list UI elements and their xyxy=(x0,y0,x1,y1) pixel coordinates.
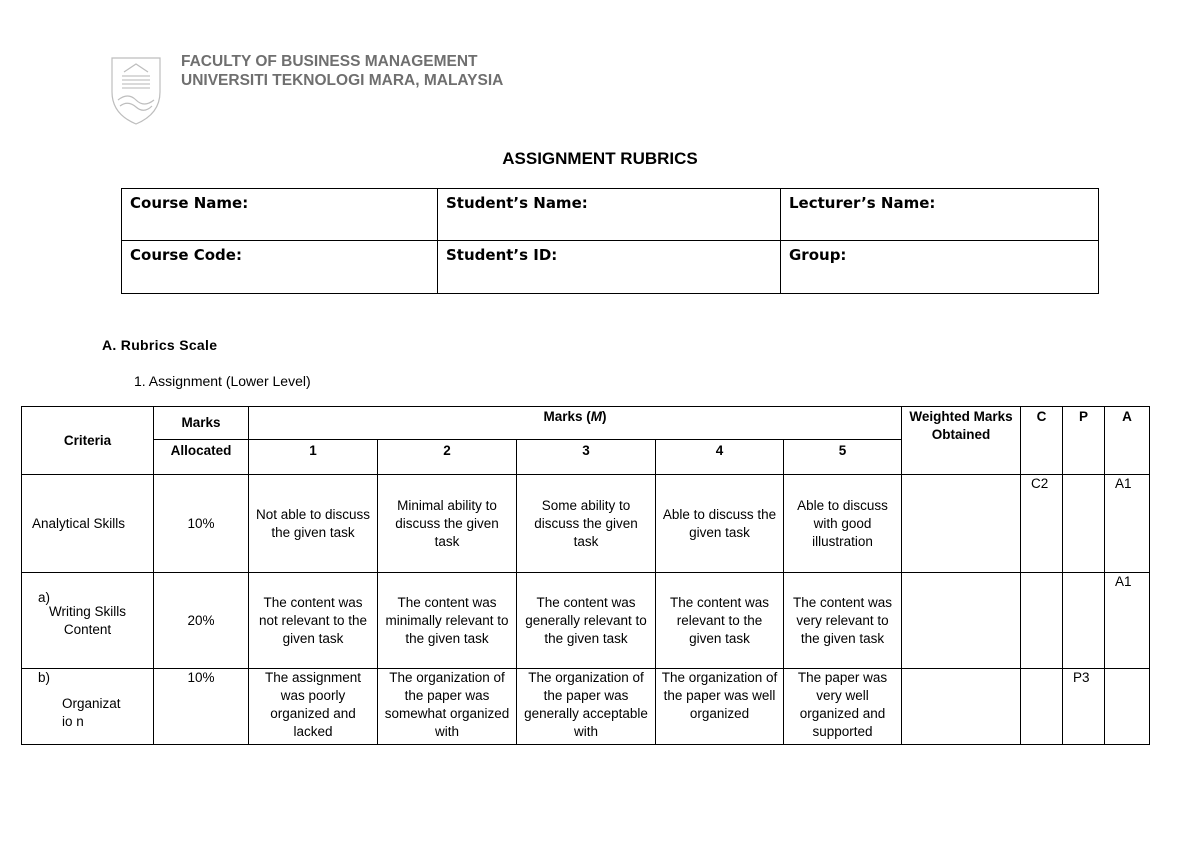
marks-m-header: Marks (M) xyxy=(249,407,902,440)
criteria-analytical-skills: Analytical Skills xyxy=(22,475,154,573)
page-title: ASSIGNMENT RUBRICS xyxy=(502,149,698,168)
table-row xyxy=(22,475,1150,573)
allocated-cell: 20% xyxy=(154,573,249,669)
c-code-cell: C2 xyxy=(1021,475,1063,573)
course-name-label: Course Name: xyxy=(122,189,438,241)
level-cell: Not able to discuss the given task xyxy=(249,475,378,573)
criteria-organization xyxy=(22,669,154,745)
p-code-cell: P3 xyxy=(1063,669,1105,745)
level-cell: The content was not relevant to the given task xyxy=(249,573,378,669)
student-name-label: Student’s Name: xyxy=(438,189,781,241)
c-code-cell xyxy=(1021,669,1063,745)
weighted-marks-cell xyxy=(902,573,1021,669)
table-row xyxy=(22,573,1150,669)
weighted-marks-header: Weighted Marks Obtained xyxy=(902,407,1021,475)
criteria-text: Organizatio n xyxy=(62,696,121,729)
group-label: Group: xyxy=(781,241,1099,294)
level-header-2: 2 xyxy=(378,440,517,475)
weighted-marks-cell xyxy=(902,669,1021,745)
a-header: A xyxy=(1105,407,1150,475)
level-cell: Able to discuss the given task xyxy=(656,475,784,573)
a-code-cell: A1 xyxy=(1105,475,1150,573)
student-id-label: Student’s ID: xyxy=(438,241,781,294)
criteria-text: Writing Skills Content xyxy=(48,603,126,637)
level-cell: Able to discuss with good illustration xyxy=(784,475,902,573)
a-code-cell: A1 xyxy=(1105,573,1150,669)
p-header: P xyxy=(1063,407,1105,475)
student-info-table xyxy=(121,188,1099,294)
allocated-cell: 10% xyxy=(154,669,249,745)
p-code-cell xyxy=(1063,475,1105,573)
criteria-header: Criteria xyxy=(22,407,154,475)
university-name: UNIVERSITI TEKNOLOGI MARA, MALAYSIA xyxy=(181,72,504,89)
c-code-cell xyxy=(1021,573,1063,669)
level-header-5: 5 xyxy=(784,440,902,475)
table-row xyxy=(22,669,1150,745)
level-cell: The content was relevant to the given task xyxy=(656,573,784,669)
level-cell: Some ability to discuss the given task xyxy=(517,475,656,573)
faculty-header xyxy=(181,52,503,90)
level-header-4: 4 xyxy=(656,440,784,475)
section-heading: A. Rubrics Scale xyxy=(102,337,218,353)
level-header-3: 3 xyxy=(517,440,656,475)
level-cell: The organization of the paper was somewhat organized with xyxy=(378,669,517,745)
course-code-label: Course Code: xyxy=(122,241,438,294)
criteria-label: a) xyxy=(38,590,51,605)
level-cell: The assignment was poorly organized and lacked xyxy=(249,669,378,745)
level-cell: Minimal ability to discuss the given task xyxy=(378,475,517,573)
level-cell: The organization of the paper was well organized xyxy=(656,669,784,745)
allocated-header: Allocated xyxy=(154,440,249,475)
level-cell: The content was minimally relevant to the given task xyxy=(378,573,517,669)
level-cell: The content was very relevant to the given task xyxy=(784,573,902,669)
level-cell: The paper was very well organized and supported xyxy=(784,669,902,745)
level-cell: The organization of the paper was generally acceptable with xyxy=(517,669,656,745)
subsection-heading: 1. Assignment (Lower Level) xyxy=(134,373,311,389)
a-code-cell xyxy=(1105,669,1150,745)
faculty-name: FACULTY OF BUSINESS MANAGEMENT xyxy=(181,53,478,70)
p-code-cell xyxy=(1063,573,1105,669)
university-crest-icon xyxy=(108,52,164,126)
allocated-cell: 10% xyxy=(154,475,249,573)
level-cell: The content was generally relevant to the given task xyxy=(517,573,656,669)
marks-allocated-header: Marks xyxy=(154,407,249,440)
c-header: C xyxy=(1021,407,1063,475)
weighted-marks-cell xyxy=(902,475,1021,573)
rubric-table xyxy=(21,406,1150,745)
criteria-writing-skills xyxy=(22,573,154,669)
level-header-1: 1 xyxy=(249,440,378,475)
lecturer-name-label: Lecturer’s Name: xyxy=(781,189,1099,241)
criteria-label: b) xyxy=(38,670,51,685)
